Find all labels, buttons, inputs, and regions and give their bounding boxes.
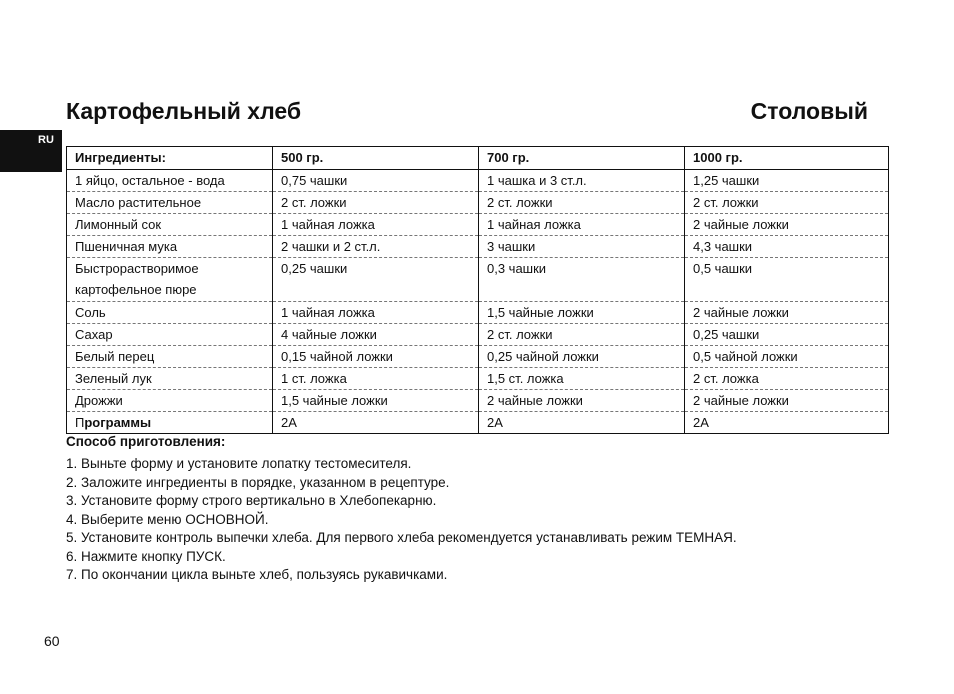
ingredient-cell: Пшеничная мука [67, 236, 273, 258]
ingredient-cell: Дрожжи [67, 390, 273, 412]
amount-700-cell: 1,5 ст. ложка [479, 368, 685, 390]
amount-500-cell: 1 ст. ложка [273, 368, 479, 390]
method-step: 4. Выберите меню ОСНОВНОЙ. [66, 511, 269, 527]
ingredient-cell: 1 яйцо, остальное - вода [67, 170, 273, 192]
page-number: 60 [44, 633, 60, 649]
amount-700-cell: 2 ст. ложки [479, 192, 685, 214]
amount-1000-cell: 1,25 чашки [685, 170, 889, 192]
amount-500-cell: 1,5 чайные ложки [273, 390, 479, 412]
amount-500-cell: 0,75 чашки [273, 170, 479, 192]
amount-1000-cell: 4,3 чашки [685, 236, 889, 258]
method-step: 1. Выньте форму и установите лопатку тестомесителя. [66, 456, 412, 471]
table-row [67, 236, 889, 258]
ingredient-cell: Зеленый лук [67, 368, 273, 390]
header-500g: 500 гр. [273, 147, 479, 170]
program-700-cell: 2А [479, 412, 685, 434]
ingredient-cell: Сахар [67, 324, 273, 346]
amount-700-cell: 1 чайная ложка [479, 214, 685, 236]
language-label: RU [38, 134, 54, 146]
header-1000g: 1000 гр. [685, 147, 889, 170]
language-tab [0, 130, 62, 172]
amount-1000-cell: 2 ст. ложка [685, 368, 889, 390]
amount-500-cell: 0,15 чайной ложки [273, 346, 479, 368]
ingredient-cell: Быстрорастворимое картофельное пюре [67, 258, 273, 302]
program-label-rest: рограммы [84, 415, 152, 430]
amount-500-cell: 1 чайная ложка [273, 302, 479, 324]
table-header-row [67, 147, 889, 170]
table-row [67, 346, 889, 368]
method-step: 6. Нажмите кнопку ПУСК. [66, 548, 226, 564]
table-row [67, 368, 889, 390]
amount-1000-cell: 2 чайные ложки [685, 214, 889, 236]
program-1000-cell: 2А [685, 412, 889, 434]
amount-700-cell: 3 чашки [479, 236, 685, 258]
table-row [67, 390, 889, 412]
header-700g: 700 гр. [479, 147, 685, 170]
table-row [67, 302, 889, 324]
header-ingredients: Ингредиенты: [67, 147, 273, 170]
method-step: 2. Заложите ингредиенты в порядке, указанном в рецептуре. [66, 474, 450, 490]
amount-700-cell: 2 чайные ложки [479, 390, 685, 412]
method-title: Способ приготовления: [66, 434, 226, 449]
amount-1000-cell: 0,25 чашки [685, 324, 889, 346]
table-row [67, 258, 889, 302]
amount-700-cell: 0,25 чайной ложки [479, 346, 685, 368]
ingredients-table [66, 146, 889, 434]
amount-500-cell: 2 ст. ложки [273, 192, 479, 214]
amount-1000-cell: 2 чайные ложки [685, 302, 889, 324]
program-row [67, 412, 889, 434]
amount-1000-cell: 2 ст. ложки [685, 192, 889, 214]
table-row [67, 192, 889, 214]
amount-1000-cell: 0,5 чайной ложки [685, 346, 889, 368]
program-500-cell: 2А [273, 412, 479, 434]
amount-1000-cell: 2 чайные ложки [685, 390, 889, 412]
ingredient-cell: Лимонный сок [67, 214, 273, 236]
ingredient-cell: Соль [67, 302, 273, 324]
program-label-prefix: П [75, 415, 85, 430]
amount-500-cell: 0,25 чашки [273, 258, 479, 302]
amount-700-cell: 0,3 чашки [479, 258, 685, 302]
recipe-title: Картофельный хлеб [66, 98, 302, 124]
method-step: 3. Установите форму строго вертикально в Хлебопекарню. [66, 493, 437, 508]
amount-700-cell: 2 ст. ложки [479, 324, 685, 346]
ingredient-cell: Масло растительное [67, 192, 273, 214]
amount-500-cell: 4 чайные ложки [273, 324, 479, 346]
amount-700-cell: 1,5 чайные ложки [479, 302, 685, 324]
amount-500-cell: 2 чашки и 2 ст.л. [273, 236, 479, 258]
table-row [67, 170, 889, 192]
table-row [67, 324, 889, 346]
method-section [66, 434, 886, 585]
ingredient-cell: Белый перец [67, 346, 273, 368]
amount-1000-cell: 0,5 чашки [685, 258, 889, 302]
method-steps [66, 455, 886, 585]
bread-category-title: Столовый [750, 98, 868, 124]
method-step: 5. Установите контроль выпечки хлеба. Для первого хлеба рекомендуется устанавливать режим ТЕМНАЯ. [66, 530, 737, 545]
program-label-cell [67, 412, 273, 434]
amount-500-cell: 1 чайная ложка [273, 214, 479, 236]
method-step: 7. По окончании цикла выньте хлеб, пользуясь рукавичками. [66, 567, 448, 582]
amount-700-cell: 1 чашка и 3 ст.л. [479, 170, 685, 192]
table-row [67, 214, 889, 236]
